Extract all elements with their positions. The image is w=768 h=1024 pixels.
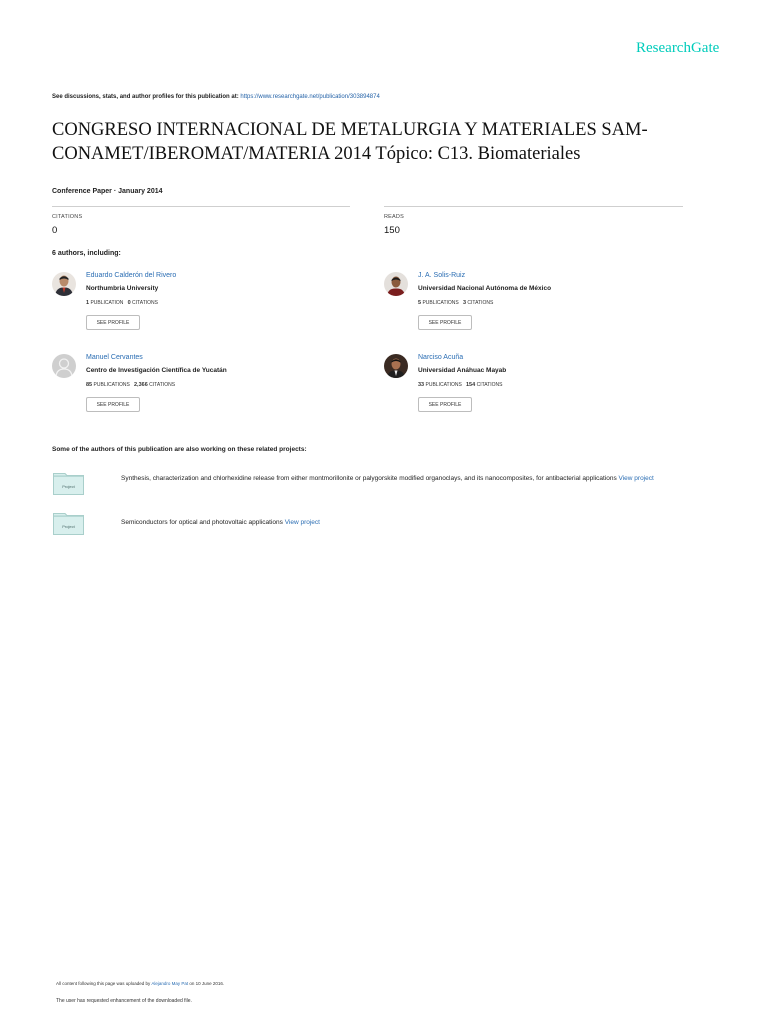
author-card <box>52 354 352 424</box>
title-line-1: CONGRESO INTERNACIONAL DE METALURGIA Y MATERIALES SAM- <box>52 120 648 140</box>
author-institution: Universidad Anáhuac Mayab <box>418 367 507 374</box>
author-name-link[interactable]: Narciso Acuña <box>418 354 464 361</box>
citations-label: CITATIONS <box>149 382 176 388</box>
project-folder-icon <box>53 511 84 535</box>
citations-count: 0 <box>127 300 131 306</box>
publication-title <box>52 118 692 166</box>
author-name-link[interactable]: Eduardo Calderón del Rivero <box>86 272 177 279</box>
reads-divider <box>384 206 683 207</box>
author-stats <box>418 382 503 388</box>
see-profile-button[interactable]: SEE PROFILE <box>86 315 140 330</box>
citations-count: 154 <box>466 382 476 388</box>
project-item <box>121 472 711 485</box>
title-line-2: CONAMET/IBEROMAT/MATERIA 2014 Tópico: C13. Biomateriales <box>52 144 581 164</box>
publication-meta: Conference Paper · January 2014 <box>52 188 163 195</box>
uploader-link[interactable]: Alejandro May Pat <box>151 981 189 986</box>
publications-label: PUBLICATIONS <box>93 382 130 388</box>
citations-label: CITATIONS <box>132 300 158 306</box>
upload-suffix: on 10 June 2016. <box>189 981 225 986</box>
discussion-prefix: See discussions, stats, and author profiles for this publication at: <box>52 94 239 100</box>
author-photo-avatar[interactable] <box>384 354 408 378</box>
author-name-link[interactable]: Manuel Cervantes <box>86 354 143 361</box>
project-icon-label: Project <box>62 484 75 489</box>
project-folder-icon <box>53 471 84 495</box>
upload-note <box>56 981 224 986</box>
author-institution: Universidad Nacional Autónoma de México <box>418 285 552 292</box>
publication-url-link[interactable]: https://www.researchgate.net/publication/303894874 <box>240 94 380 100</box>
publications-count: 1 <box>86 300 90 306</box>
publications-count: 85 <box>86 382 93 388</box>
project-icon-label: Project <box>62 524 75 529</box>
default-user-avatar-icon[interactable] <box>52 354 76 378</box>
author-stats <box>86 300 158 306</box>
citations-label: CITATIONS <box>476 382 503 388</box>
author-photo-avatar[interactable] <box>384 272 408 296</box>
publications-count: 33 <box>418 382 425 388</box>
author-photo-avatar[interactable] <box>52 272 76 296</box>
author-card <box>52 272 352 342</box>
see-profile-button[interactable]: SEE PROFILE <box>418 315 472 330</box>
citations-label: CITATIONS <box>467 300 494 306</box>
discussion-line <box>52 94 380 100</box>
project-title: Synthesis, characterization and chlorhexidine release from either montmorillonite or palygorskite modified organoclays, and its nanocomposites, for antibacterial applications <box>121 475 617 482</box>
see-profile-button[interactable]: SEE PROFILE <box>86 397 140 412</box>
citations-label: CITATIONS <box>52 214 83 220</box>
publications-label: PUBLICATIONS <box>422 300 459 306</box>
author-stats <box>418 300 493 306</box>
related-projects-heading: Some of the authors of this publication are also working on these related projects: <box>52 446 307 453</box>
view-project-link[interactable]: View project <box>284 519 320 526</box>
enhancement-note: The user has requested enhancement of the downloaded file. <box>56 998 192 1004</box>
author-card <box>384 354 684 424</box>
author-name-link[interactable]: J. A. Solis-Ruiz <box>418 272 466 279</box>
publications-count: 5 <box>418 300 422 306</box>
see-profile-button[interactable]: SEE PROFILE <box>418 397 472 412</box>
author-institution: Centro de Investigación Científica de Yucatán <box>86 367 227 374</box>
citations-divider <box>52 206 350 207</box>
project-item <box>121 516 711 529</box>
reads-label: READS <box>384 214 404 220</box>
project-title: Semiconductors for optical and photovoltaic applications <box>121 519 283 526</box>
citations-value: 0 <box>52 225 58 236</box>
publications-label: PUBLICATION <box>90 300 124 306</box>
citations-count: 2,366 <box>134 382 148 388</box>
citations-count: 3 <box>462 300 466 306</box>
author-card <box>384 272 684 342</box>
view-project-link[interactable]: View project <box>618 475 654 482</box>
author-stats <box>86 382 175 388</box>
upload-prefix: All content following this page was uploaded by <box>56 981 151 986</box>
reads-value: 150 <box>384 225 400 236</box>
author-institution: Northumbria University <box>86 285 159 292</box>
researchgate-logo[interactable]: ResearchGate <box>636 40 720 56</box>
authors-heading: 6 authors, including: <box>52 250 121 257</box>
publications-label: PUBLICATIONS <box>425 382 462 388</box>
